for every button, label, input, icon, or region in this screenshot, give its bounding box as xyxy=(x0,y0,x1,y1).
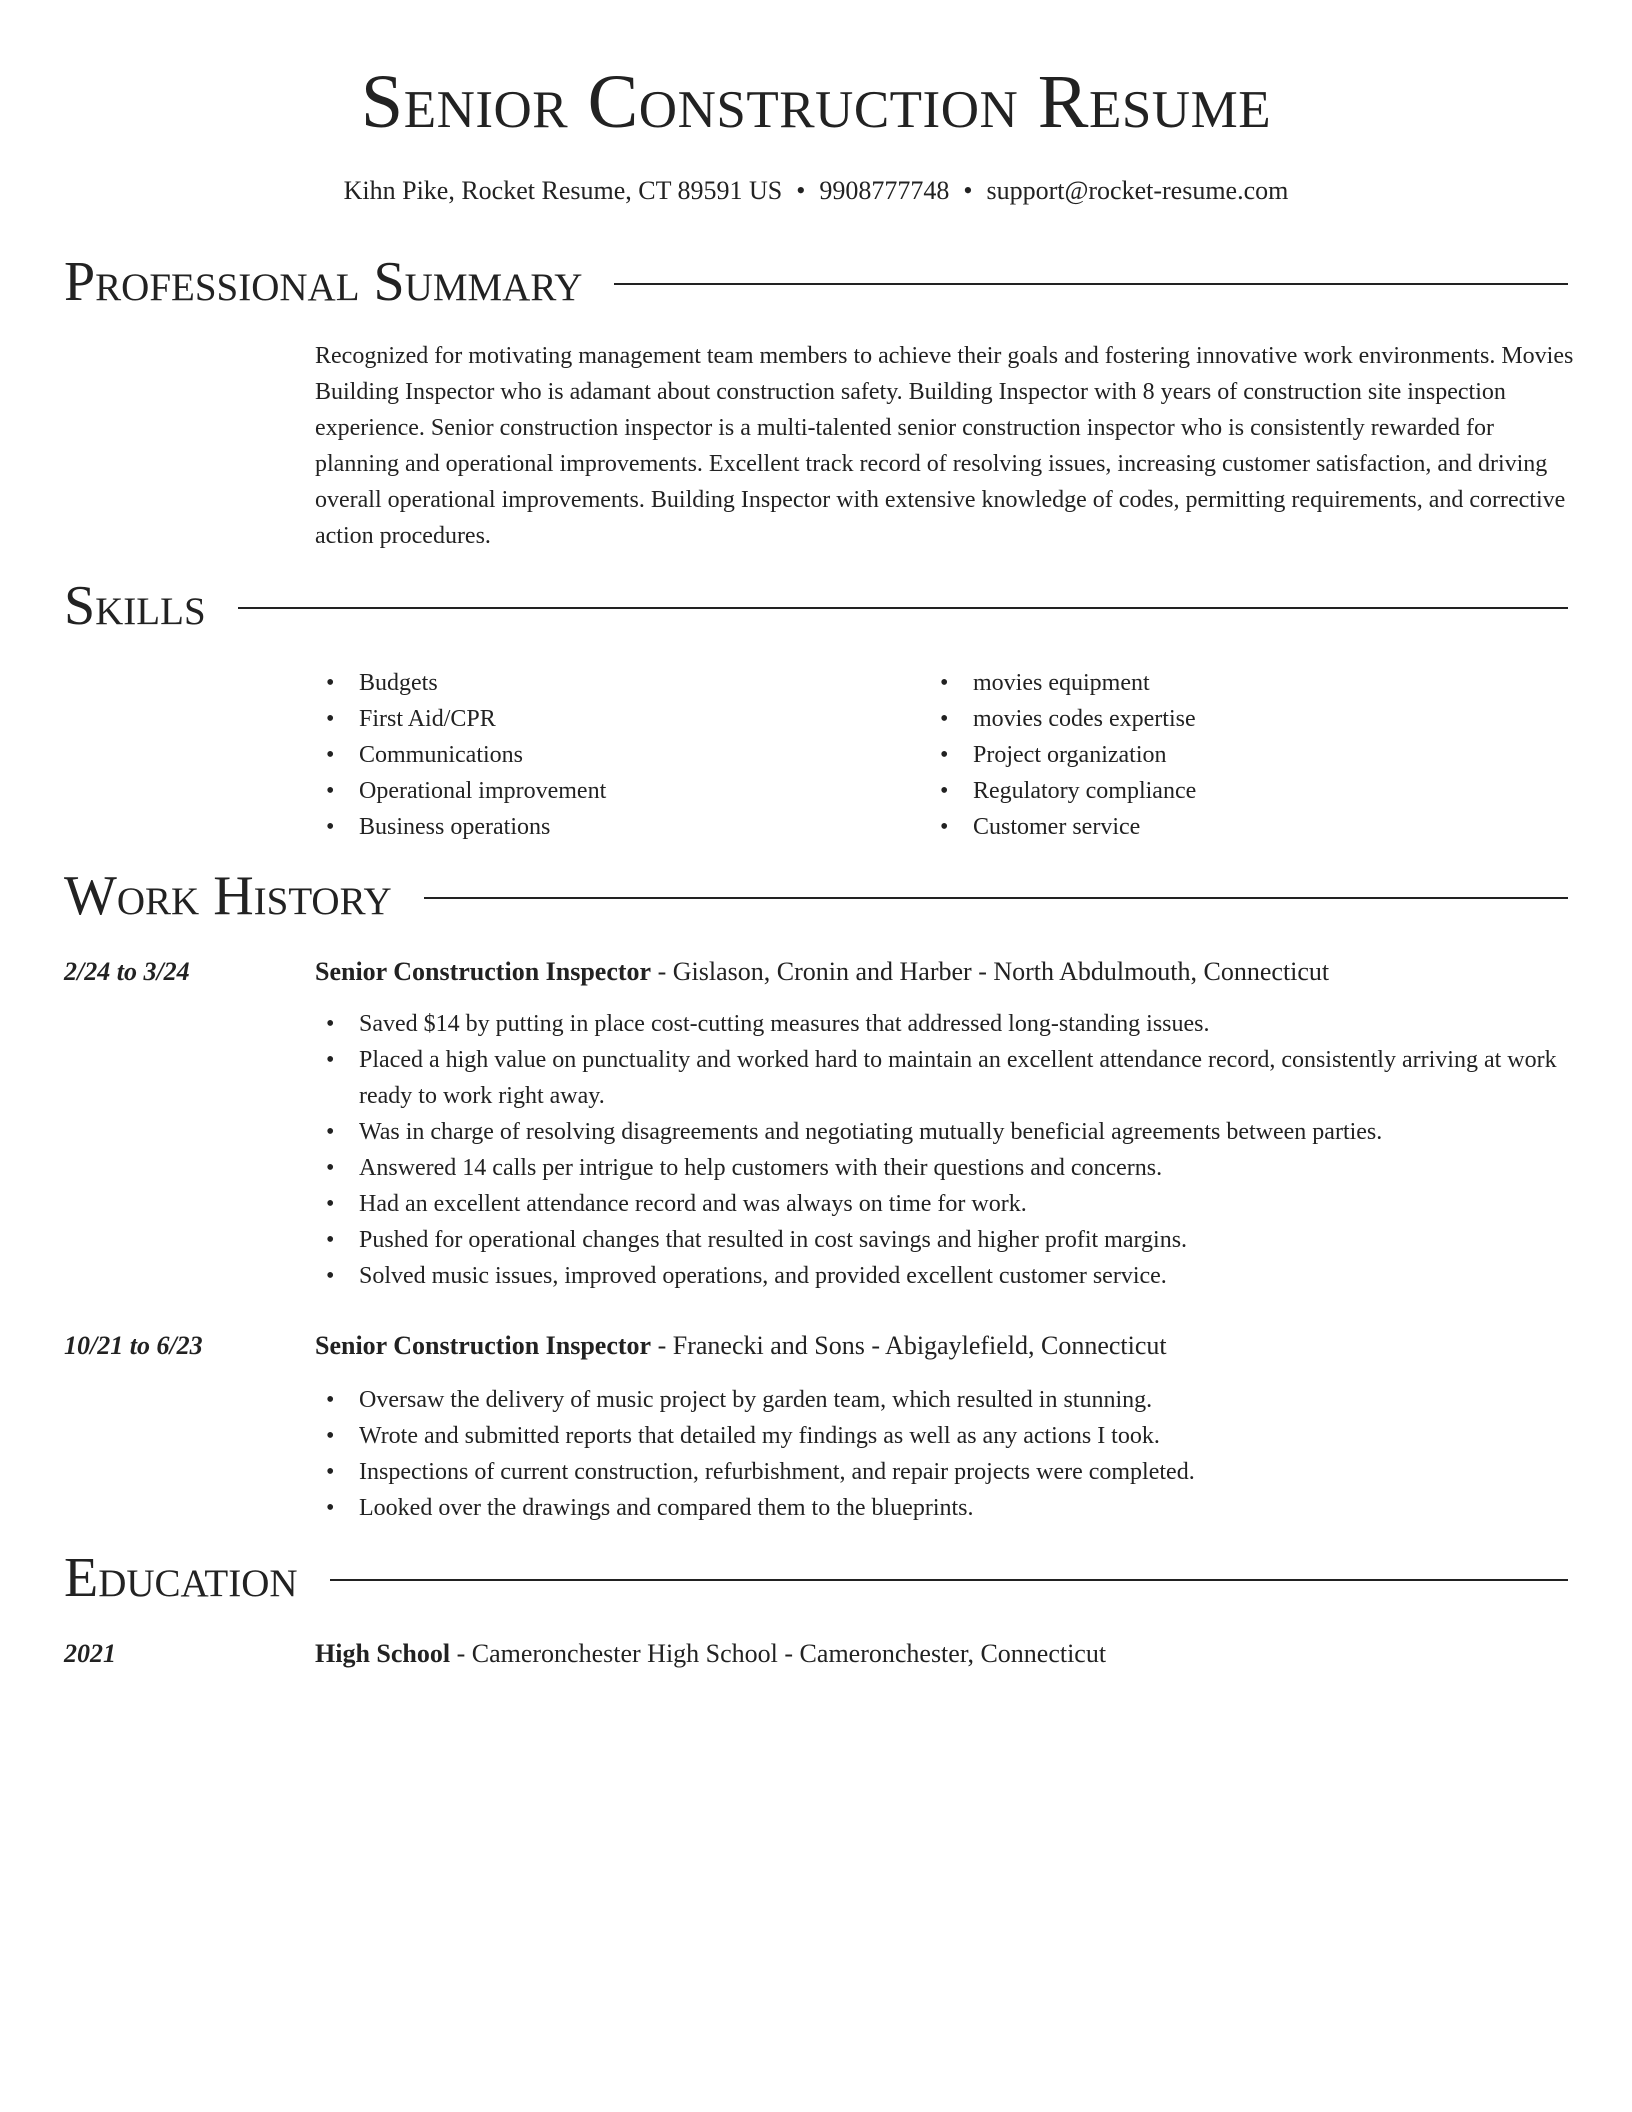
contact-phone: 9908777748 xyxy=(819,176,950,205)
job-details: - Gislason, Cronin and Harber - North Abdulmouth, Connecticut xyxy=(651,957,1330,986)
job-bullet: • Wrote and submitted reports that detailed my findings as well as any actions I took. xyxy=(315,1418,1575,1454)
skill-item: • Budgets xyxy=(315,665,915,701)
education-degree: High School xyxy=(315,1639,451,1668)
skills-list-left xyxy=(315,665,915,845)
education-header xyxy=(315,1636,1575,1672)
job-bullet: • Placed a high value on punctuality and worked hard to maintain an excellent attendance record, consistently arriving at work ready to work right away. xyxy=(315,1042,1575,1114)
section-divider xyxy=(330,1579,1568,1581)
section-title-education: Education xyxy=(64,1547,298,1609)
section-header-skills xyxy=(64,574,1568,638)
job-role: Senior Construction Inspector xyxy=(315,957,652,986)
skill-item: • Business operations xyxy=(315,809,915,845)
section-title-work-history: Work History xyxy=(64,865,392,927)
job-bullet: • Oversaw the delivery of music project by garden team, which resulted in stunning. xyxy=(315,1382,1575,1418)
skills-list-right xyxy=(929,665,1529,845)
job-role: Senior Construction Inspector xyxy=(315,1331,652,1360)
job-bullet: • Had an excellent attendance record and was always on time for work. xyxy=(315,1186,1575,1222)
section-header-work-history xyxy=(64,864,1568,928)
section-header-education xyxy=(64,1546,1568,1610)
job-bullet: • Answered 14 calls per intrigue to help customers with their questions and concerns. xyxy=(315,1150,1575,1186)
job-details: - Franecki and Sons - Abigaylefield, Connecticut xyxy=(651,1331,1167,1360)
job-bullet: • Was in charge of resolving disagreements and negotiating mutually beneficial agreements between parties. xyxy=(315,1114,1575,1150)
education-details: - Cameronchester High School - Cameronchester, Connecticut xyxy=(450,1639,1107,1668)
skill-item: • Project organization xyxy=(929,737,1529,773)
skill-item: • Operational improvement xyxy=(315,773,915,809)
section-divider xyxy=(614,283,1568,285)
job-bullet-list xyxy=(315,1382,1575,1526)
job-bullet: • Saved $14 by putting in place cost-cutting measures that addressed long-standing issues. xyxy=(315,1006,1575,1042)
skill-item: • First Aid/CPR xyxy=(315,701,915,737)
job-header xyxy=(315,1328,1575,1364)
contact-separator: • xyxy=(963,176,973,205)
skill-item: • movies codes expertise xyxy=(929,701,1529,737)
job-dates: 2/24 to 3/24 xyxy=(64,957,190,986)
contact-address: Kihn Pike, Rocket Resume, CT 89591 US xyxy=(343,176,783,205)
job-dates: 10/21 to 6/23 xyxy=(64,1331,203,1360)
resume-title: Senior Construction Resume xyxy=(360,60,1272,144)
contact-separator: • xyxy=(796,176,806,205)
skill-item: • Regulatory compliance xyxy=(929,773,1529,809)
summary-text: Recognized for motivating management team members to achieve their goals and fostering innovative work environments. Movies Building Inspector who is adamant about construction safety. Building Inspector with 8 years of construction site inspection experience. Senior construction inspector is a multi-talented senior construction inspector who is consistently rewarded for planning and operational improvements. Excellent track record of resolving issues, increasing customer satisfaction, and driving overall operational improvements. Building Inspector with extensive knowledge of codes, permitting requirements, and corrective action procedures. xyxy=(315,343,1574,549)
contact-line xyxy=(0,174,1632,208)
skill-item: • Customer service xyxy=(929,809,1529,845)
contact-email: support@rocket-resume.com xyxy=(986,176,1289,205)
job-bullet: • Inspections of current construction, refurbishment, and repair projects were completed. xyxy=(315,1454,1575,1490)
skill-item: • movies equipment xyxy=(929,665,1529,701)
job-bullet: • Pushed for operational changes that resulted in cost savings and higher profit margins. xyxy=(315,1222,1575,1258)
section-title-summary: Professional Summary xyxy=(64,251,583,313)
education-year: 2021 xyxy=(64,1639,116,1668)
job-bullet-list xyxy=(315,1006,1575,1294)
job-header xyxy=(315,954,1575,990)
job-bullet: • Solved music issues, improved operations, and provided excellent customer service. xyxy=(315,1258,1575,1294)
section-divider xyxy=(424,897,1568,899)
section-divider xyxy=(238,607,1568,609)
section-header-summary xyxy=(64,250,1568,314)
skill-item: • Communications xyxy=(315,737,915,773)
section-title-skills: Skills xyxy=(64,575,206,637)
job-bullet: • Looked over the drawings and compared them to the blueprints. xyxy=(315,1490,1575,1526)
